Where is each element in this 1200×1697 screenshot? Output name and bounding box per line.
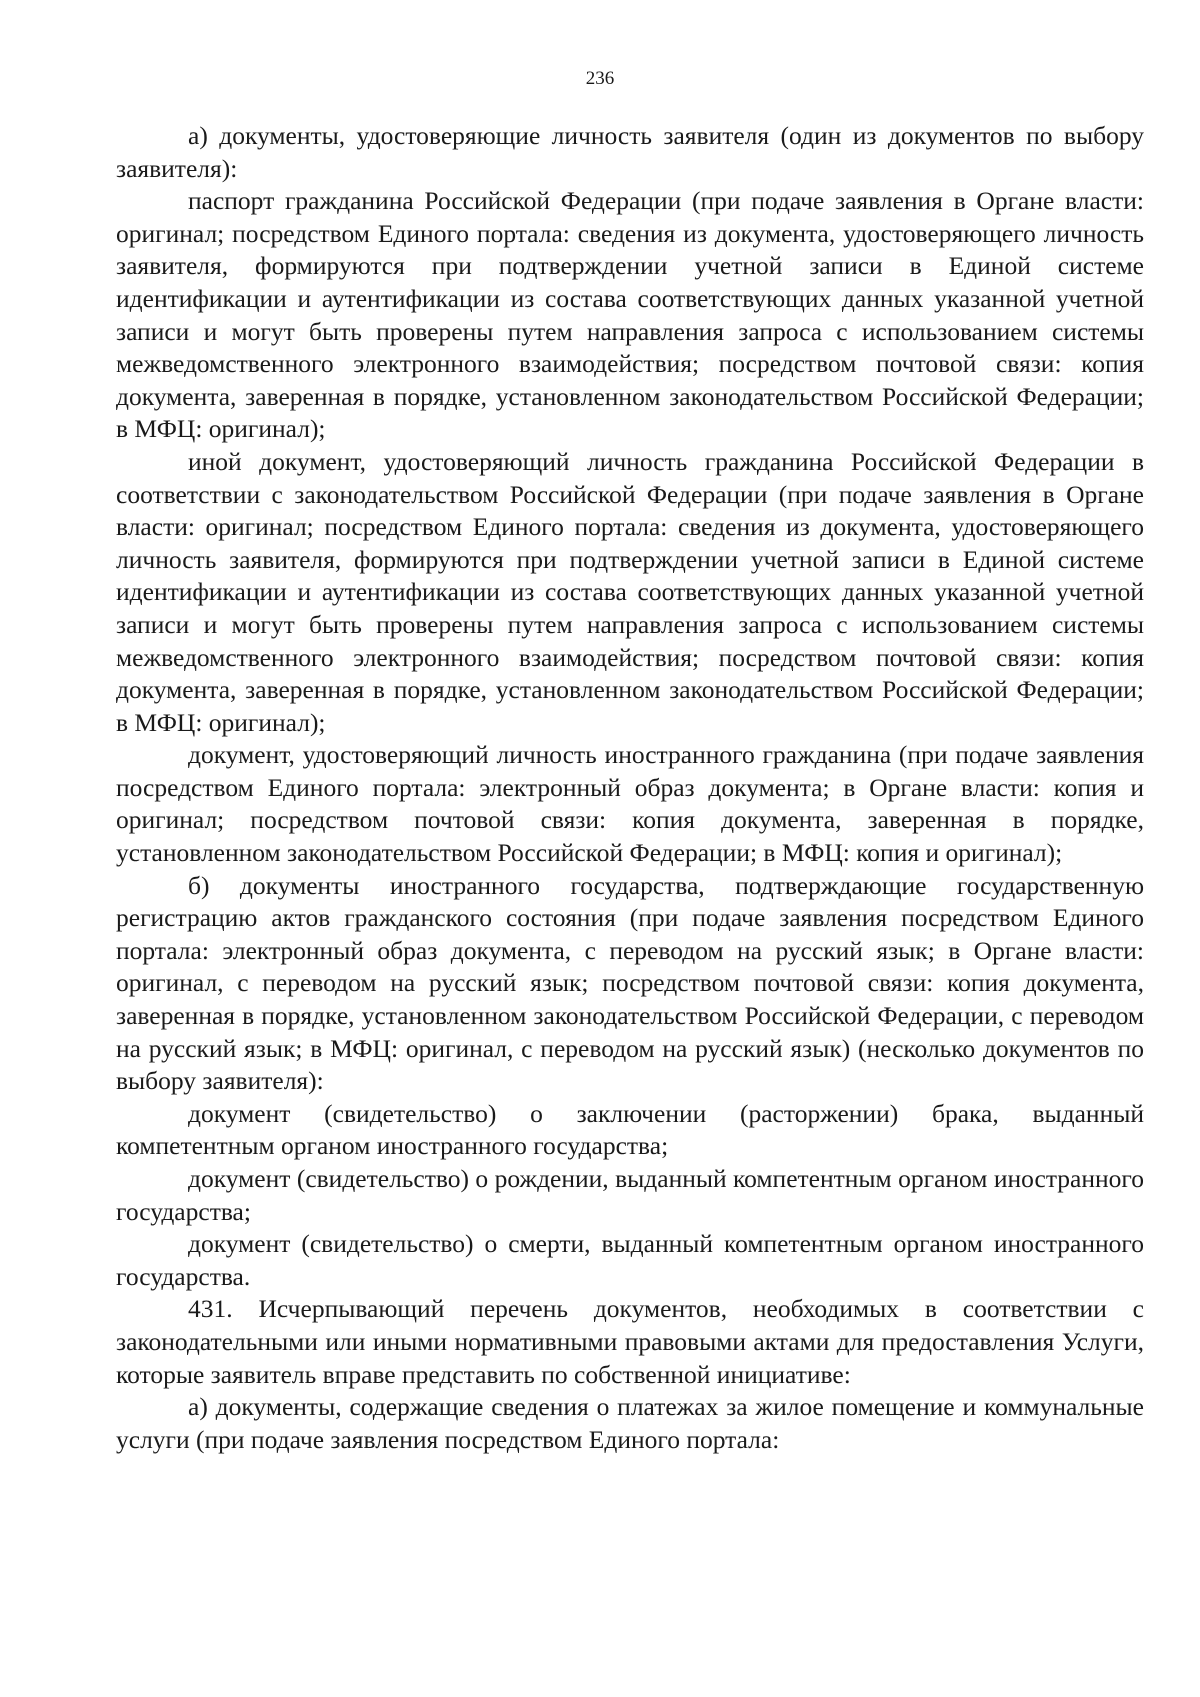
paragraph-payment-documents: а) документы, содержащие сведения о платежах за жилое помещение и коммунальные услуги (при подаче заявления посредством Единого портала: xyxy=(116,1392,1144,1454)
paragraph-other-identity-document: иной документ, удостоверяющий личность гражданина Российской Федерации в соответствии с законодательством Российской Федерации (при подаче заявления в Органе власти: оригинал; посредством Единого портала: сведения из документа, удостоверяющего личность заявителя, формируются при подтверждении учетной записи в Единой системе идентификации и аутентификации из состава соответствующих данных указанной учетной записи и могут быть проверены путем направления запроса с использованием системы межведомственного электронного взаимодействия; посредством почтовой связи: копия документа, заверенная в порядке, установленном законодательством Российской Федерации; в МФЦ: оригинал); xyxy=(116,446,1144,737)
paragraph-death-certificate: документ (свидетельство) о смерти, выданный компетентным органом иностранного государства. xyxy=(116,1229,1144,1291)
paragraph-passport: паспорт гражданина Российской Федерации (при подаче заявления в Органе власти: оригинал; посредством Единого портала: сведения из документа, удостоверяющего личность заявителя, формируются при подтверждении учетной записи в Единой системе идентификации и аутентификации из состава соответствующих данных указанной учетной записи и могут быть проверены путем направления запроса с использованием системы межведомственного электронного взаимодействия; посредством почтовой связи: копия документа, заверенная в порядке, установленном законодательством Российской Федерации; в МФЦ: оригинал); xyxy=(116,186,1144,444)
paragraph-foreign-citizen-document: документ, удостоверяющий личность иностранного гражданина (при подаче заявления посредством Единого портала: электронный образ документа; в Органе власти: копия и оригинал; посредством почтовой связи: копия документа, заверенная в порядке, установленном законодательством Российской Федерации; в МФЦ: копия и оригинал); xyxy=(116,740,1144,868)
paragraph-section-431: 431. Исчерпывающий перечень документов, необходимых в соответствии с законодательными или иными нормативными правовыми актами для предоставления Услуги, которые заявитель вправе представить по собственной инициативе: xyxy=(116,1294,1144,1389)
paragraph-foreign-state-documents: б) документы иностранного государства, подтверждающие государственную регистрацию актов гражданского состояния (при подаче заявления посредством Единого портала: электронный образ документа, с переводом на русский язык; в Органе власти: оригинал, с переводом на русский язык; посредством почтовой связи: копия документа, заверенная в порядке, установленном законодательством Российской Федерации, с переводом на русский язык; в МФЦ: оригинал, с переводом на русский язык) (несколько документов по выбору заявителя): xyxy=(116,870,1144,1096)
page-number: 236 xyxy=(585,68,615,89)
paragraph-identity-documents: а) документы, удостоверяющие личность заявителя (один из документов по выбору заявителя): xyxy=(116,121,1144,183)
paragraph-marriage-certificate: документ (свидетельство) о заключении (расторжении) брака, выданный компетентным органом иностранного государства; xyxy=(116,1098,1144,1161)
document-body xyxy=(116,120,1144,1456)
paragraph-birth-certificate: документ (свидетельство) о рождении, выданный компетентным органом иностранного государства; xyxy=(116,1164,1144,1226)
